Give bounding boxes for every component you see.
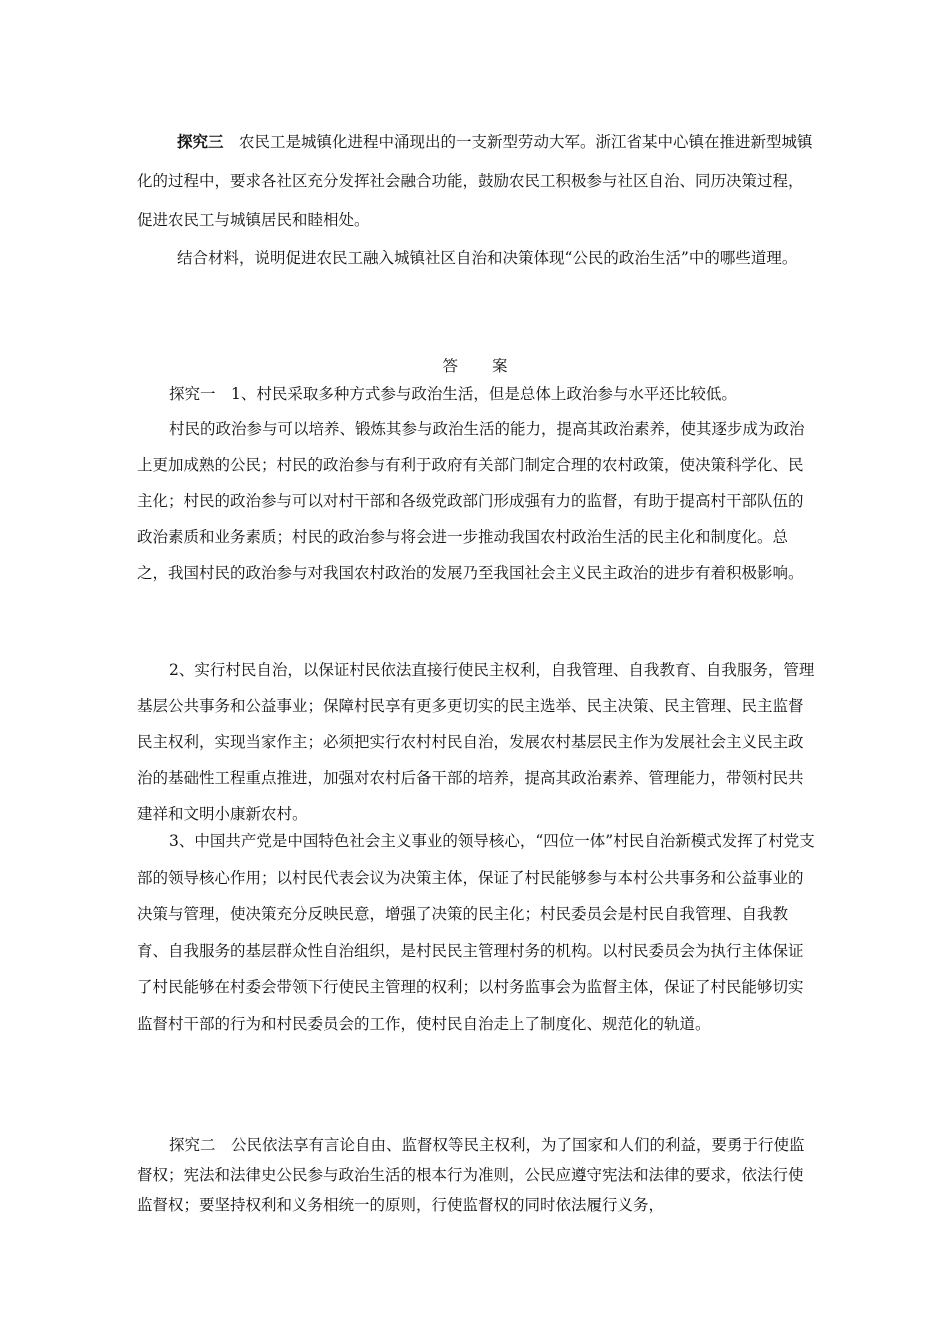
question-paragraph [137,122,817,240]
answer-paragraph-1: 探究一 1、村民采取多种方式参与政治生活，但是总体上政治参与水平还比较低。 [169,385,737,403]
answer-paragraph-4: 3、中国共产党是中国特色社会主义事业的领导核心，“四位一体”村民自治新模式发挥了村党支部的领导核心作用；以村民代表会议为决策主体，保证了村民能够参与本村公共事务和公益事业的决策与管理，使决策充分反映民意，增强了决策的民主化；村民委员会是村民自我管理、自我教育、自我服务的基层群众性自治组织，是村民民主管理村务的机构。以村民委员会为执行主体保证了村民能够在村委会带领下行使民主管理的权利；以村务监事会为监督主体，保证了村民能够切实监督村干部的行为和村民委员会的工作，使村民自治走上了制度化、规范化的轨道。 [137,832,815,1033]
answer-paragraph-2: 村民的政治参与可以培养、锻炼其参与政治生活的能力，提高其政治素养，使其逐步成为政治上更加成熟的公民；村民的政治参与有利于政府有关部门制定合理的农村政策，使决策科学化、民主化；村民的政治参与可以对村干部和各级党政部门形成强有力的监督，有助于提高村干部队伍的政治素质和业务素质；村民的政治参与将会进一步推动我国农村政治生活的民主化和制度化。总之，我国村民的政治参与对我国农村政治的发展乃至我国社会主义民主政治的进步有着积极影响。 [137,420,805,582]
answer-paragraph-5: 探究二 公民依法享有言论自由、监督权等民主权利，为了国家和人们的利益，要勇于行使监督权；宪法和法律史公民参与政治生活的根本行为准则，公民应遵守宪法和法律的要求，依法行使监督权；要坚持权利和义务相统一的原则，行使监督权的同时依法履行义务， [137,1136,805,1214]
answer-paragraph-3: 2、实行村民自治，以保证村民依法直接行使民主权利，自我管理、自我教育、自我服务，管理基层公共事务和公益事业；保障村民享有更多更切实的民主选举、民主决策、民主管理、民主监督民主权利，实现当家作主；必须把实行农村村民自治，发展农村基层民主作为发展社会主义民主政治的基础性工程重点推进，加强对农村后备干部的培养，提高其政治素养、管理能力，带领村民共建祥和文明小康新农村。 [137,661,815,823]
question-label: 探究三 [177,132,224,151]
answer-title: 答案 [442,357,542,375]
question-text: 农民工是城镇化进程中涌现出的一支新型劳动大军。浙江省某中心镇在推进新型城镇化的过程中，要求各社区充分发挥社会融合功能，鼓励农民工积极参与社区自治、同历决策过程，促进农民工与城镇居民和睦相处。 [137,133,813,229]
question-prompt: 结合材料，说明促进农民工融入城镇社区自治和决策体现“公民的政治生活”中的哪些道理。 [177,249,798,267]
